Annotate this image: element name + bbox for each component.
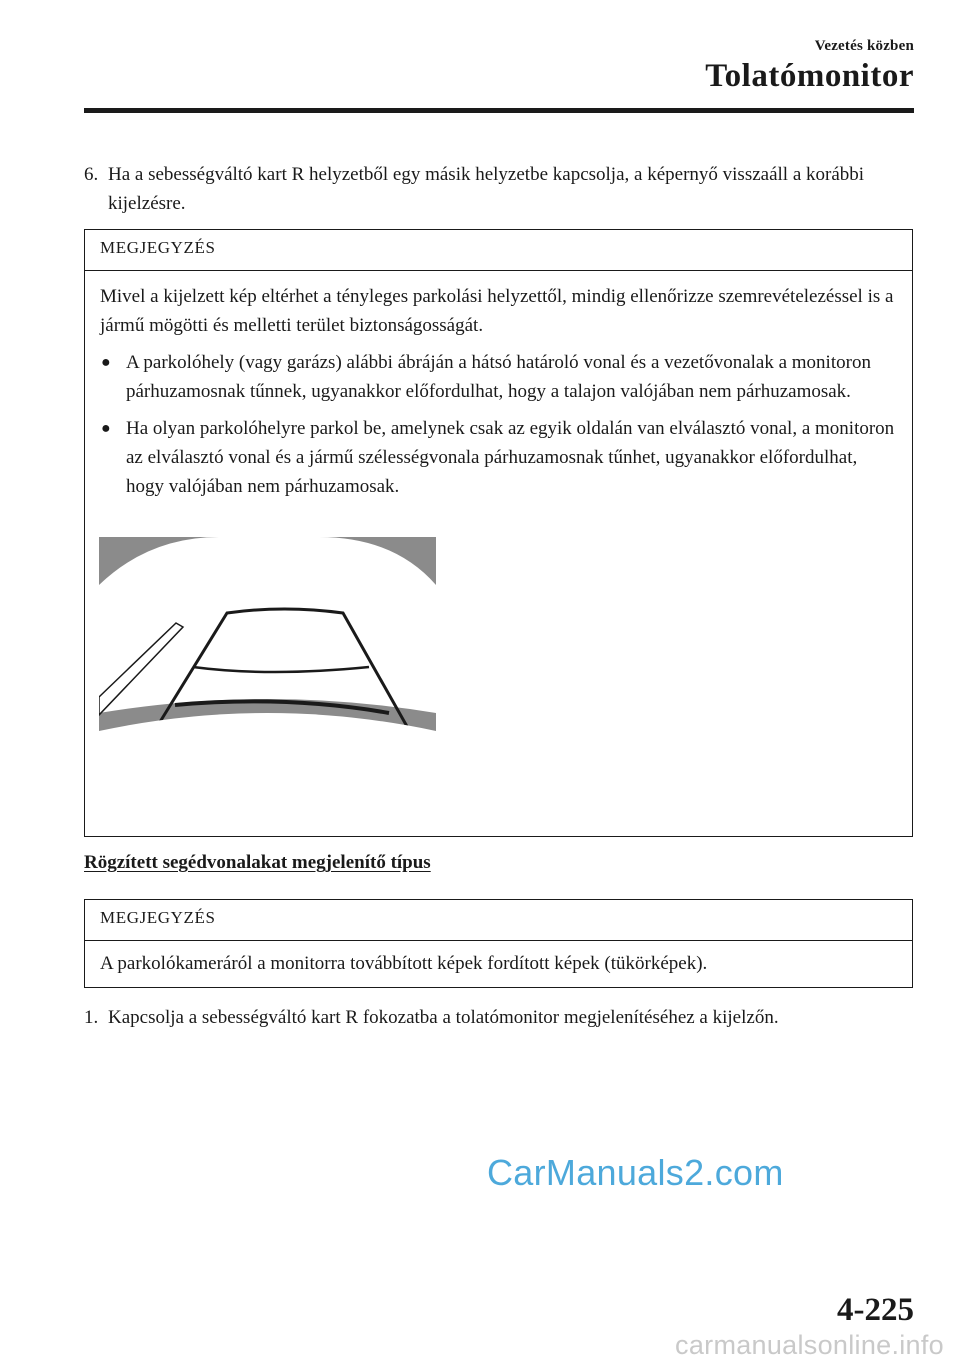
page-number: 4-225 bbox=[837, 1292, 914, 1328]
step-number: 1. bbox=[84, 1007, 99, 1028]
section-kicker: Vezetés közben bbox=[814, 38, 914, 54]
note-heading: MEGJEGYZÉS bbox=[85, 230, 912, 271]
parking-guide-lines-graphic bbox=[99, 537, 436, 814]
step-number: 6. bbox=[84, 164, 99, 185]
step-text: Ha a sebességváltó kart R helyzetből egy másik helyzetbe kapcsolja, a képernyő visszaáll a korábbi kijelzésre. bbox=[108, 164, 865, 214]
rear-boundary-line bbox=[175, 701, 389, 713]
rear-camera-illustration bbox=[99, 537, 436, 814]
watermark-logo: CarManuals2.com bbox=[487, 1152, 784, 1193]
footer-site: carmanualsonline.info bbox=[675, 1330, 944, 1360]
note-intro: Mivel a kijelzett kép eltérhet a tényleges parkolási helyzettől, mindig ellenőrizze szemrevételezéssel is a jármű mögötti és melletti terület biztonságosságát. bbox=[100, 286, 894, 336]
note-box bbox=[84, 899, 913, 988]
bullet-text: A parkolóhely (vagy garázs) alábbi ábráján a hátsó határoló vonal és a vezetővonalak a monitoron párhuzamosnak tűnnek, ugyanakkor előfordulhat, hogy a talajon valójában nem párhuzamosak. bbox=[126, 352, 871, 402]
bullet-icon: ● bbox=[101, 354, 111, 371]
bullet-icon: ● bbox=[101, 420, 111, 437]
step-text: Kapcsolja a sebességváltó kart R fokozatba a tolatómonitor megjelenítéséhez a kijelzőn. bbox=[108, 1007, 779, 1028]
note-bullet bbox=[100, 348, 897, 406]
subheading: Rögzített segédvonalakat megjelenítő típus bbox=[84, 852, 431, 873]
bullet-text: Ha olyan parkolóhelyre parkol be, amelynek csak az egyik oldalán van elválasztó vonal, a monitoron az elválasztó vonal és a jármű szélességvonala párhuzamosnak tűnhet, ugyanakkor előfordulhat, hogy valójában nem párhuzamosak. bbox=[126, 418, 895, 497]
note-heading: MEGJEGYZÉS bbox=[85, 900, 912, 941]
note-text: A parkolókameráról a monitorra továbbított képek fordított képek (tükörképek). bbox=[100, 953, 708, 974]
step-1 bbox=[84, 1003, 924, 1032]
header-rule bbox=[84, 108, 914, 113]
figure-caption: A biztonság érdekében ellenőrizze a környezetet bbox=[106, 792, 429, 808]
section-title: Tolatómonitor bbox=[705, 58, 914, 94]
note-bullet bbox=[100, 414, 897, 501]
step-6 bbox=[84, 160, 924, 218]
